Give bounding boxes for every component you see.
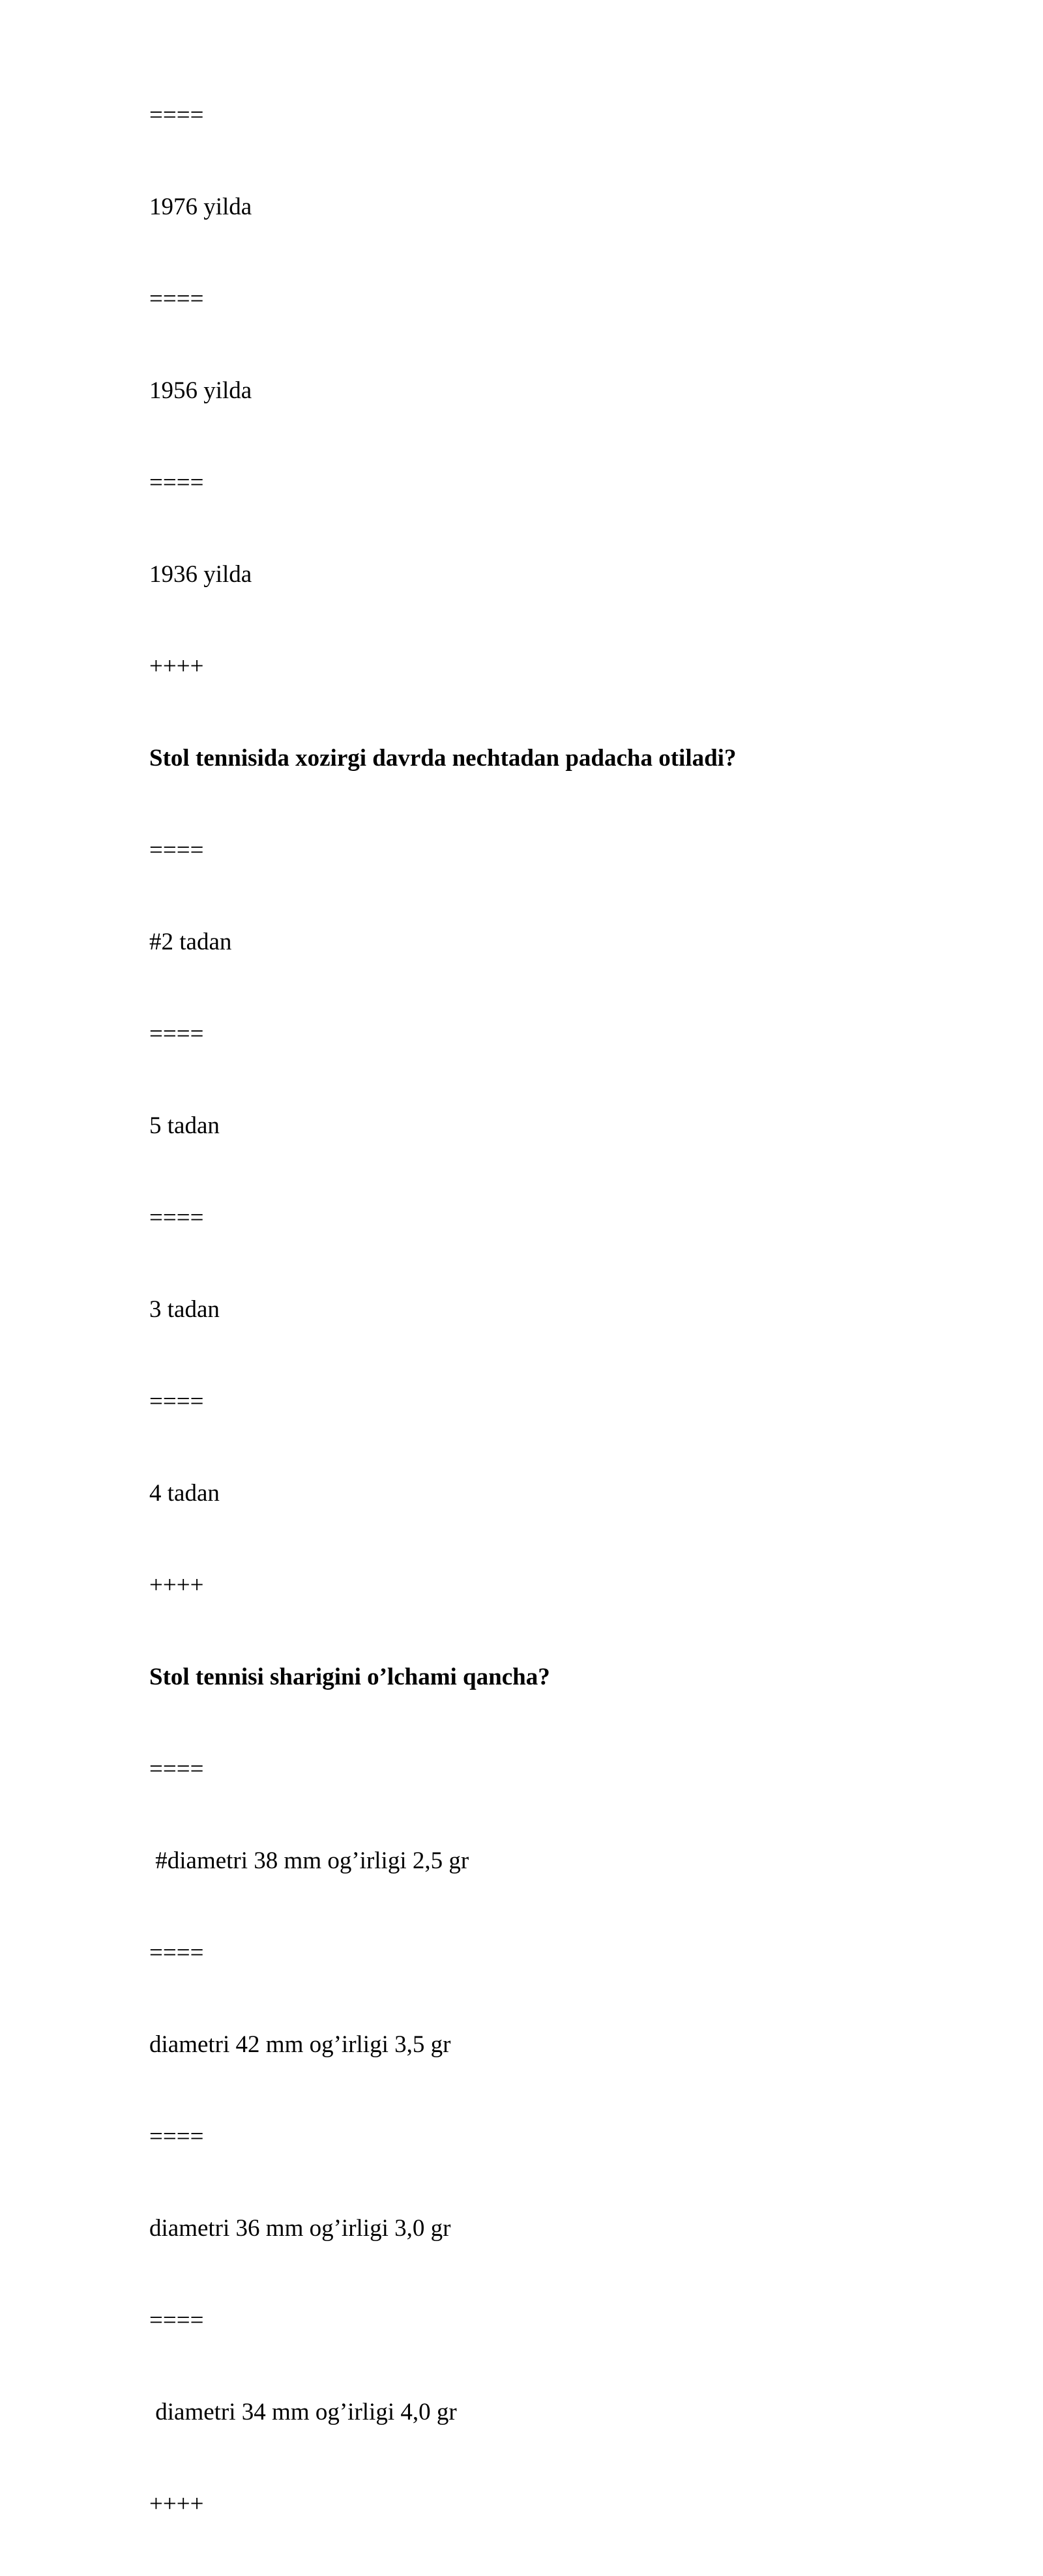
separator-line: ==== bbox=[149, 837, 204, 863]
answer-option-correct: #diametri 38 mm og’irligi 2,5 gr bbox=[149, 1847, 469, 1874]
answer-option: diametri 42 mm og’irligi 3,5 gr bbox=[149, 2031, 451, 2058]
separator-line: ==== bbox=[149, 1020, 204, 1047]
document-body bbox=[149, 95, 932, 2576]
separator-line: ==== bbox=[149, 1756, 204, 1782]
answer-option: 5 tadan bbox=[149, 1112, 220, 1139]
question-separator: ++++ bbox=[149, 2491, 204, 2517]
separator-line: ==== bbox=[149, 102, 204, 128]
separator-line: ==== bbox=[149, 2307, 204, 2334]
question-heading: Stol tennisida xozirgi davrda nechtadan padacha otiladi? bbox=[149, 745, 737, 772]
separator-line: ==== bbox=[149, 285, 204, 312]
answer-option-correct: #2 tadan bbox=[149, 929, 232, 955]
answer-option: diametri 36 mm og’irligi 3,0 gr bbox=[149, 2215, 451, 2242]
question-heading: Stol tennisi sharigini o’lchami qancha? bbox=[149, 1664, 550, 1690]
question-separator: ++++ bbox=[149, 1572, 204, 1599]
answer-option: 3 tadan bbox=[149, 1296, 220, 1323]
answer-option: 1956 yilda bbox=[149, 377, 252, 404]
answer-option: 1936 yilda bbox=[149, 561, 252, 588]
question-separator: ++++ bbox=[149, 653, 204, 680]
separator-line: ==== bbox=[149, 1939, 204, 1966]
separator-line: ==== bbox=[149, 1388, 204, 1415]
separator-line: ==== bbox=[149, 1204, 204, 1231]
separator-line: ==== bbox=[149, 469, 204, 496]
answer-option: 1976 yilda bbox=[149, 194, 252, 220]
answer-option: 4 tadan bbox=[149, 1480, 220, 1507]
answer-option: diametri 34 mm og’irligi 4,0 gr bbox=[149, 2399, 457, 2425]
separator-line: ==== bbox=[149, 2123, 204, 2150]
